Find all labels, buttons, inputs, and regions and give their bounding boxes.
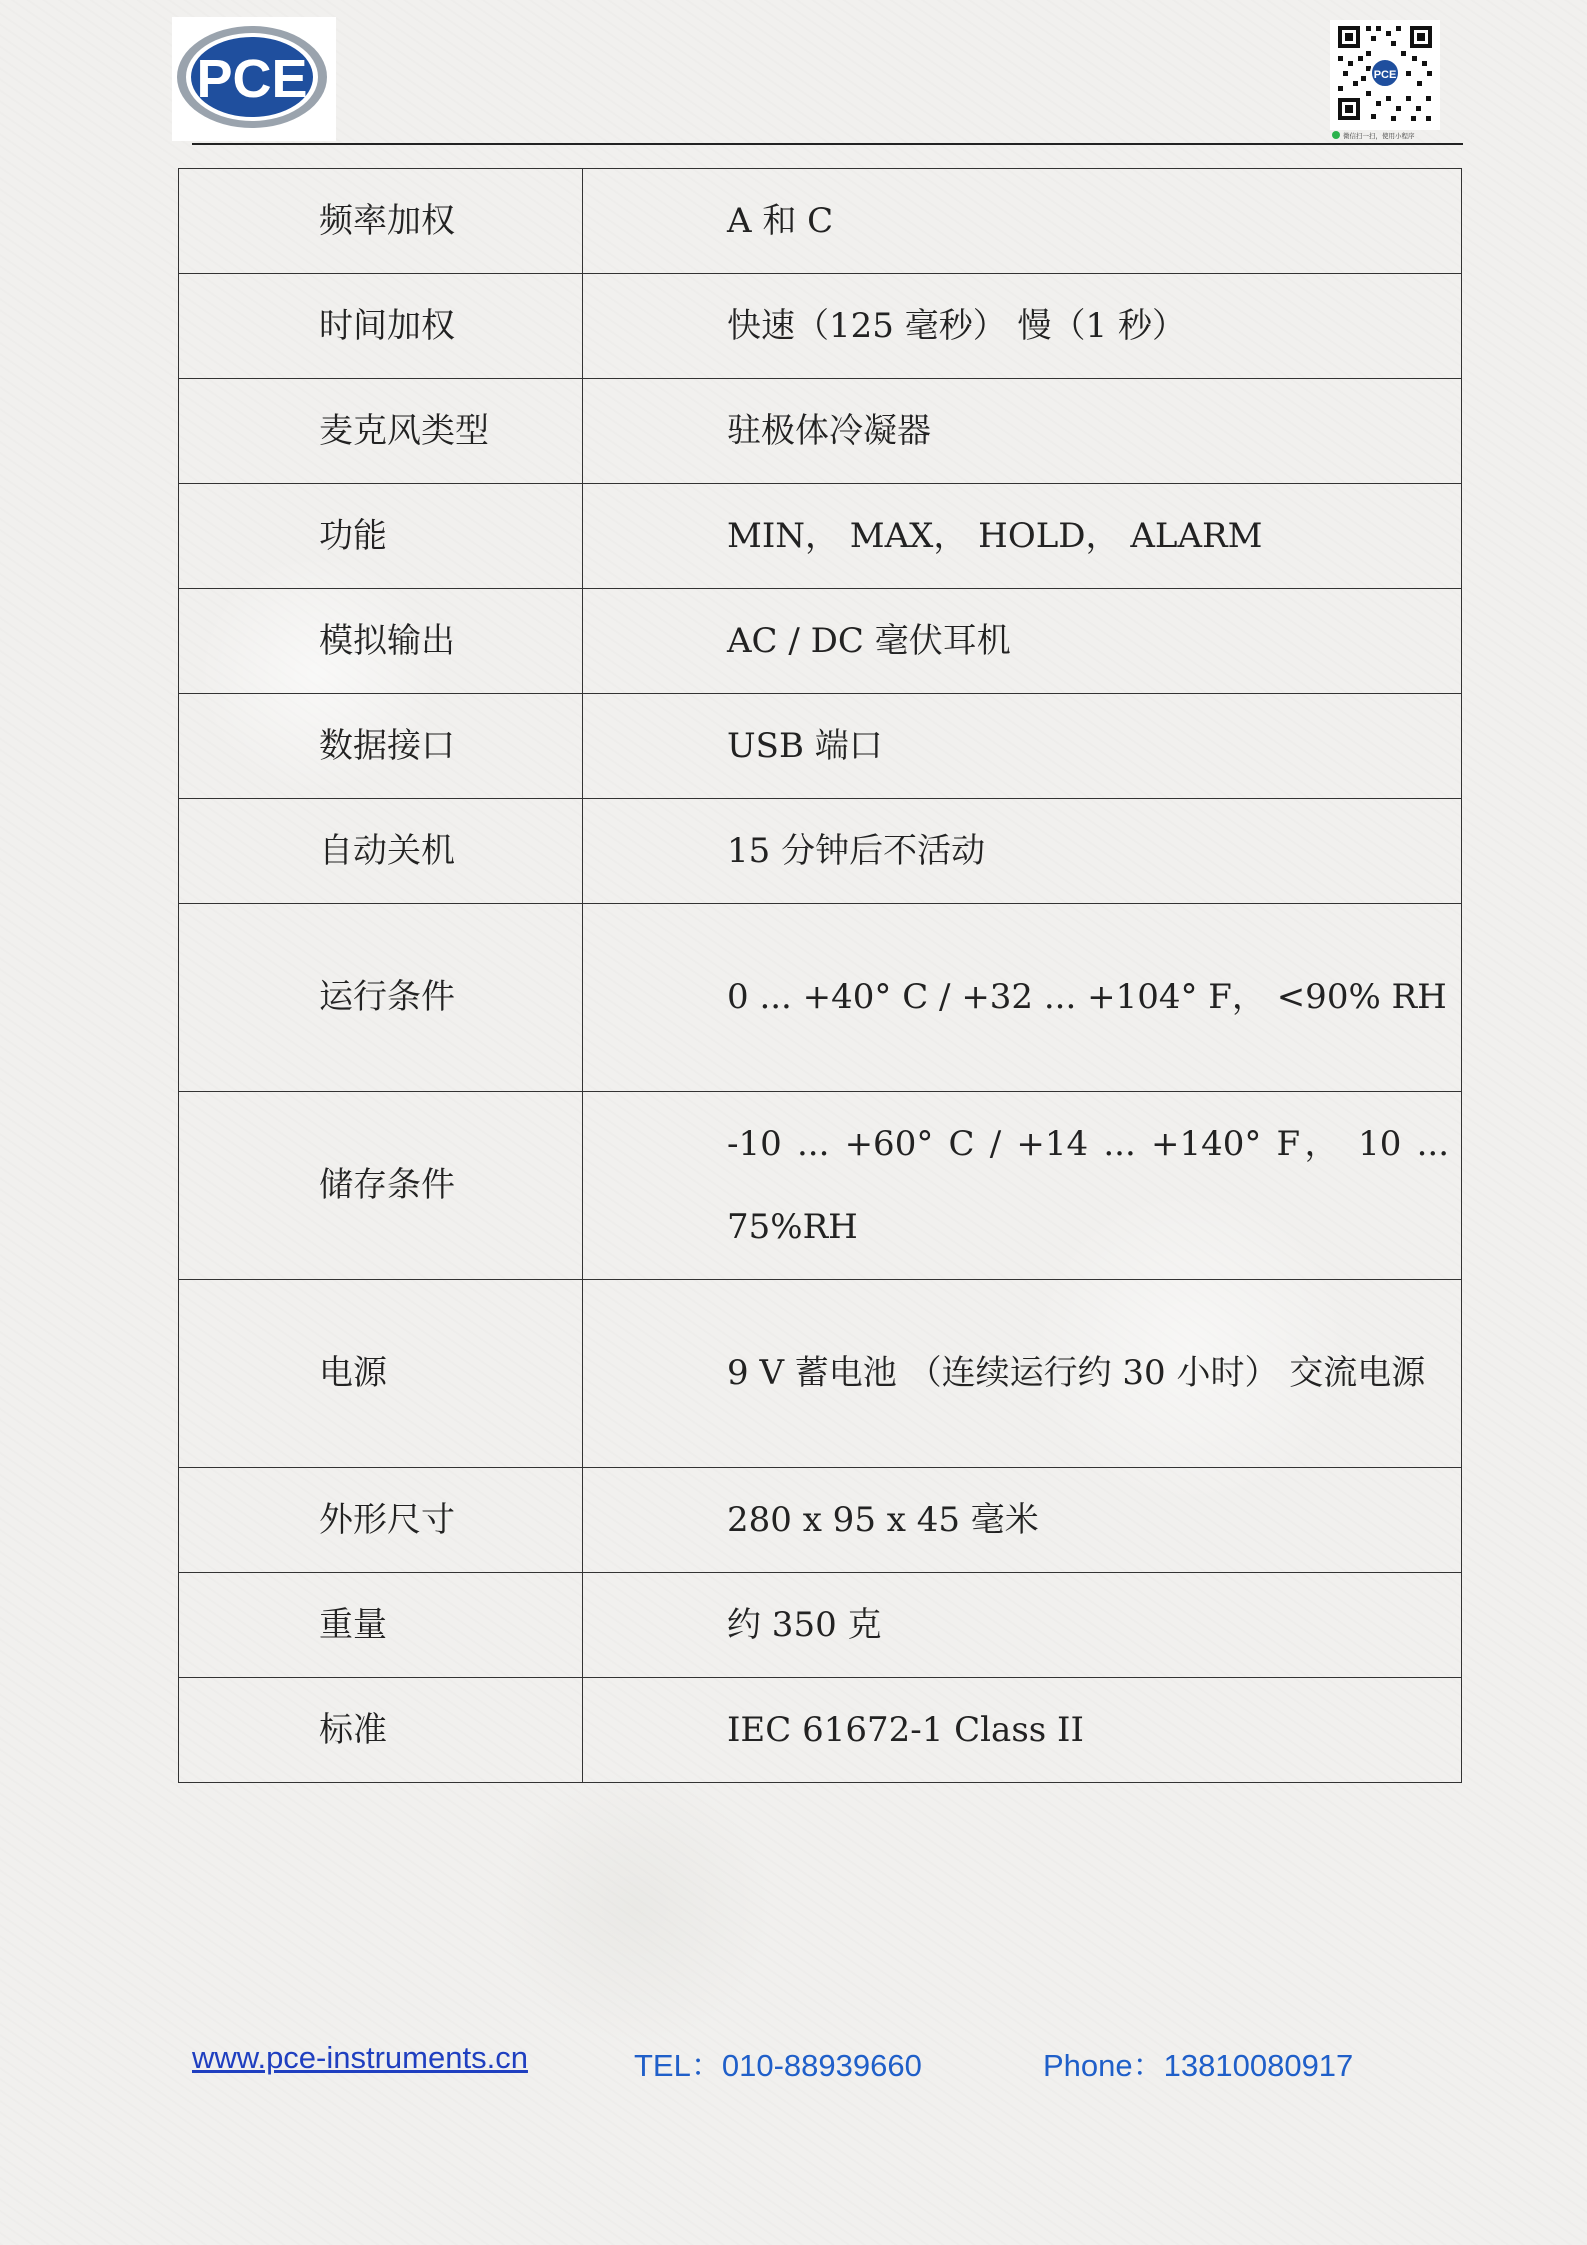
spec-value: 驻极体冷凝器: [583, 379, 1462, 484]
footer: [0, 2040, 1587, 2090]
spec-label: 数据接口: [179, 694, 583, 799]
header-rule: [192, 143, 1463, 145]
spec-label: 重量: [179, 1573, 583, 1678]
spec-value: AC / DC 毫伏耳机: [583, 589, 1462, 694]
phone-number: Phone：13810080917: [1043, 2048, 1354, 2083]
spec-label: 储存条件: [179, 1092, 583, 1280]
spec-label: 麦克风类型: [179, 379, 583, 484]
table-row: [179, 484, 1462, 589]
spec-value: 0 ... +40° C / +32 ... +104° F， <90% RH: [583, 904, 1462, 1092]
table-row: [179, 1468, 1462, 1573]
spec-value: A 和 C: [583, 169, 1462, 274]
spec-value: 快速（125 毫秒） 慢（1 秒）: [583, 274, 1462, 379]
svg-text:PCE: PCE: [1373, 69, 1397, 81]
spec-value: 280 x 95 x 45 毫米: [583, 1468, 1462, 1573]
table-row: [179, 904, 1462, 1092]
spec-value: 15 分钟后不活动: [583, 799, 1462, 904]
table-row: [179, 1573, 1462, 1678]
spec-value: 9 V 蓄电池 （连续运行约 30 小时） 交流电源: [583, 1280, 1462, 1468]
table-row: [179, 1678, 1462, 1783]
table-row: [179, 589, 1462, 694]
table-row: [179, 694, 1462, 799]
spec-label: 时间加权: [179, 274, 583, 379]
spec-label: 自动关机: [179, 799, 583, 904]
table-row: [179, 799, 1462, 904]
website-link[interactable]: www.pce-instruments.cn: [192, 2040, 528, 2075]
table-row: [179, 1092, 1462, 1280]
spec-label: 模拟输出: [179, 589, 583, 694]
qr-code: [1330, 20, 1440, 140]
spec-label: 功能: [179, 484, 583, 589]
spec-value: 约 350 克: [583, 1573, 1462, 1678]
table-row: [179, 169, 1462, 274]
spec-label: 标准: [179, 1678, 583, 1783]
pce-logo: [172, 17, 336, 141]
spec-label: 运行条件: [179, 904, 583, 1092]
spec-label: 频率加权: [179, 169, 583, 274]
spec-value: IEC 61672-1 Class II: [583, 1678, 1462, 1783]
table-row: [179, 379, 1462, 484]
spec-value: USB 端口: [583, 694, 1462, 799]
logo-text: PCE: [196, 49, 308, 109]
qr-caption: 微信扫一扫，使用小程序: [1343, 132, 1415, 140]
spec-table: [178, 168, 1462, 1783]
tel-number: TEL：010-88939660: [634, 2048, 922, 2083]
spec-label: 外形尺寸: [179, 1468, 583, 1573]
spec-label: 电源: [179, 1280, 583, 1468]
spec-value: MIN， MAX， HOLD， ALARM: [583, 484, 1462, 589]
table-row: [179, 274, 1462, 379]
table-row: [179, 1280, 1462, 1468]
spec-value: -10 ... +60° C / +14 ... +140° F， 10 ... 75%RH: [583, 1092, 1462, 1280]
